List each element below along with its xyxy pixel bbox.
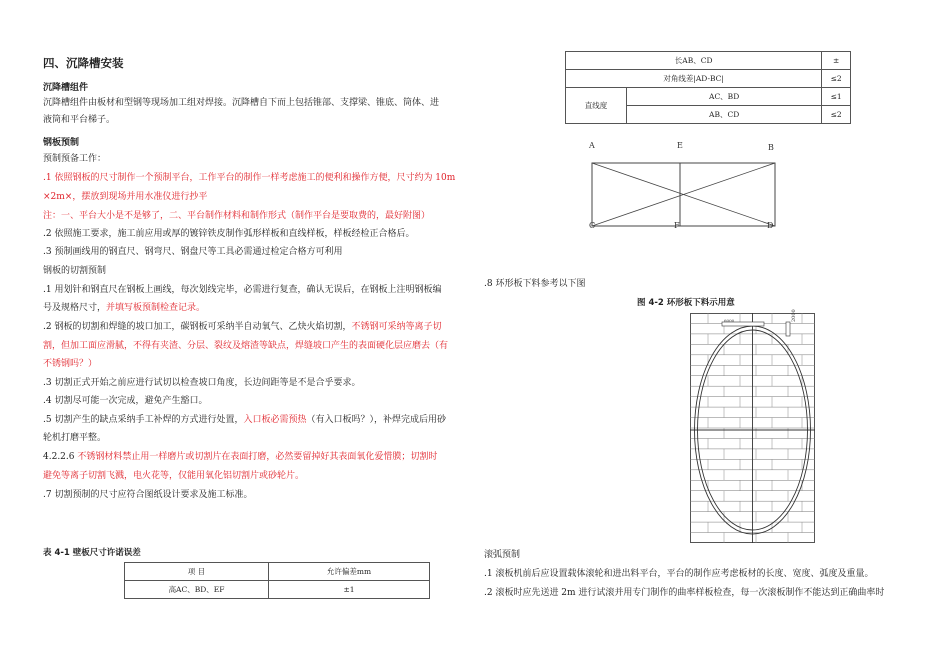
components-paragraph-line1: 沉降槽组件由板材和型钢等现场加工组对焊接。沉降槽自下而上包括锥部、支撑梁、锥底、筒体、进 [43,98,440,108]
table-cell-tolerance: ≤2 [822,70,851,88]
components-heading: 沉降槽组件 [43,83,89,93]
cut-item-1-highlight: 并填写板预制检查记录。 [106,303,206,313]
table-row [125,581,430,599]
label-e: E [677,141,683,150]
table-cell-item: 高AC、BD、EF [125,581,269,599]
cut-item-1-line1: .1 用划针和钢直尺在钢板上画线，每次划线完毕，必需进行复查，确认无误后，在钢板上注明钢板编 [43,285,442,295]
prefab-heading: 钢板预制 [43,138,80,148]
label-a: A [589,141,595,150]
table-cell-item: AB、CD [627,106,822,124]
table-cell-tolerance: ± [822,52,851,70]
cut-item-2-text: .2 钢板的切割和焊缝的坡口加工，碳钢板可采纳半自动氧气、乙炔火焰切割， [43,322,352,332]
plate-diagram [585,138,785,238]
prep-item-3: .3 预制画线用的钢直尺、钢弯尺、钢盘尺等工具必需通过检定合格方可利用 [43,247,343,257]
cut-item-1-text: 号及规格尺寸， [43,303,107,313]
table-row [566,88,851,106]
cut-item-5-text-a: .5 切割产生的缺点采纳手工补焊的方式进行处置， [43,415,244,425]
table-cell-tolerance: ≤1 [822,88,851,106]
cut-item-3: .3 切割正式开始之前应进行试切以检查坡口角度，长边间距等是不是合乎要求。 [43,378,361,388]
figure-caption: 图 4-2 环形板下料示用意 [637,298,735,308]
table-cell-tolerance: ±1 [269,581,430,599]
ring-note: .8 环形板下料参考以下图 [484,279,586,289]
prep-item-1-line1 [43,172,455,185]
ring-plate-diagram [690,313,815,543]
roll-item-2: .2 滚板时应先送进 2m 进行试滚并用专门制作的曲率样板检查，每一次滚板制作不能达到正确曲率时 [484,588,885,598]
cut-item-4: .4 切割尽可能一次完成，避免产生豁口。 [43,396,208,406]
table-cell-item: 长AB、CD [566,52,822,70]
cut-item-5-line1 [43,414,446,427]
section-title: 四、沉降槽安装 [43,56,124,70]
table-row [566,52,851,70]
cut-item-1-line2 [43,302,205,315]
prep-note: 注：一、平台大小是不是够了，二、平台制作材料和制作形式（制作平台是要取费的，最好附图） [43,211,431,221]
cut-item-2-line2: 割，但加工面应滑腻，不得有夹渣、分层、裂纹及熔渣等缺点，焊缝坡口产生的表面硬化层应磨去（有 [43,341,449,351]
cut-item-6-line2: 避免等离子切割飞溅，电火花等，仅能用氧化铝切割片或砂轮片。 [43,471,305,481]
roll-heading: 滚弧预制 [484,550,521,560]
tolerance-table [124,562,430,599]
cut-item-2-line1 [43,321,441,334]
table-cell-tolerance: ≤2 [822,106,851,124]
right-tolerance-table [565,51,851,124]
prep-item-1-text: .1 依照钢板的尺寸制作一个预制平台，工作平台的制作一样考虑施工的便利和操作方便，尺寸约为 10m [43,173,456,183]
table-header-item: 项 目 [125,563,269,581]
cut-item-2-line3: 不锈钢吗？） [43,359,98,369]
prep-item-1-line2: ×2m×，摆放到现场并用水准仪进行抄平 [43,192,208,202]
cut-item-2-highlight: 不锈钢可采纳等离子切 [351,322,442,332]
label-f: F [674,221,680,230]
cut-heading: 钢板的切割预制 [43,266,107,276]
label-b: B [768,143,774,152]
table-row [566,70,851,88]
cut-item-7: .7 切割预制的尺寸应符合图纸设计要求及施工标准。 [43,490,253,500]
table-4-1-title: 表 4-1 壁板尺寸许诺误差 [43,548,141,558]
label-d: D [767,221,774,230]
cut-item-5-line2: 轮机打磨平整。 [43,433,107,443]
cut-item-6-number: 4.2.2.6 [43,452,78,462]
roll-item-1: .1 滚板机前后应设置载体滚轮和进出料平台，平台的制作应考虑板材的长度、宽度、弧度及重量。 [484,569,874,579]
prep-heading: 预制预备工作： [43,154,107,164]
cut-item-6-highlight: 不锈钢材料禁止用一样磨片或切割片在表面打磨，必然要留掉好其表面氧化爱惜膜；切割时 [77,452,438,462]
cut-item-6-line1 [43,451,437,464]
dimension-vertical: 2000 [791,309,797,322]
dimension-horizontal: 6000 [724,318,735,323]
components-paragraph-line2: 液筒和平台梯子。 [43,115,116,125]
prep-item-2: .2 依照施工要求，施工前应用或厚的镀锌铁皮制作弧形样板和直线样板，样板经检正合格后。 [43,229,415,239]
cut-item-5-text-c: （有入口板吗？），补焊完成后用砂 [306,415,446,425]
cut-item-5-highlight: 入口板必需预热 [243,415,307,425]
table-cell-group: 直线度 [566,88,627,124]
table-cell-item: 对角线差|AD-BC| [566,70,822,88]
table-row [125,563,430,581]
label-c: C [589,221,596,230]
table-header-tolerance: 允许偏差mm [269,563,430,581]
dimension-box [786,322,790,336]
table-cell-item: AC、BD [627,88,822,106]
